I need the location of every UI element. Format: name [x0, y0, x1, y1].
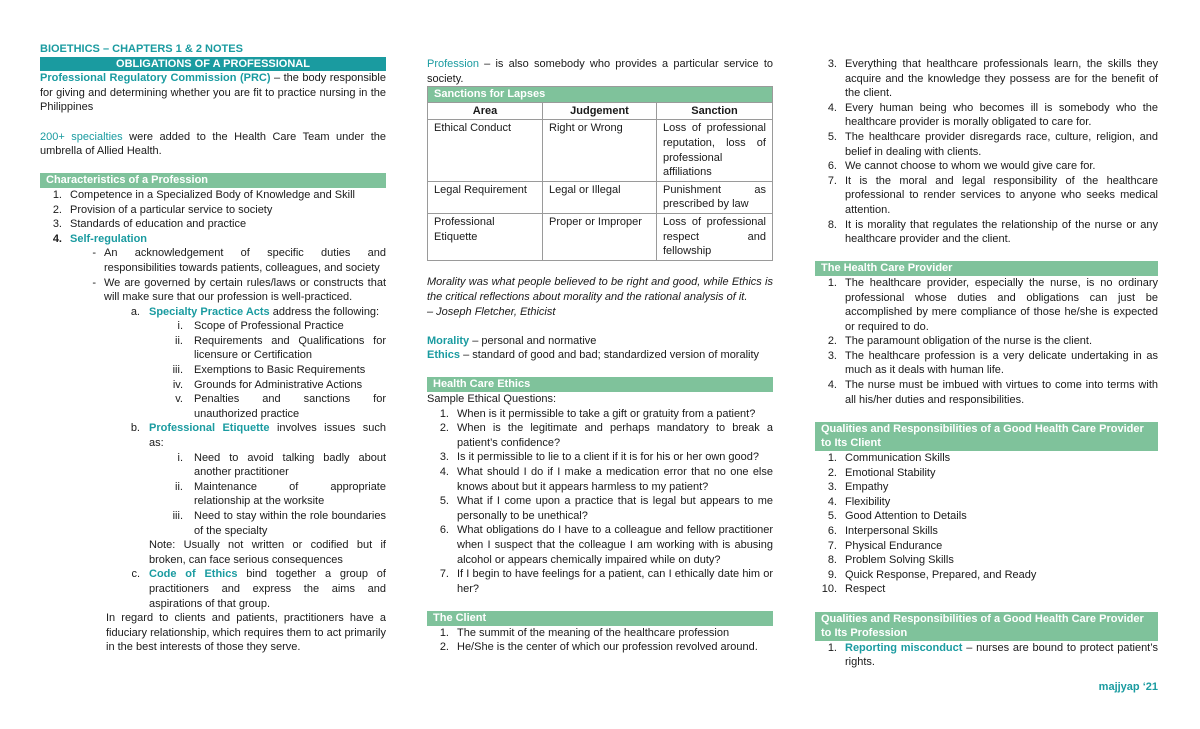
list-item: 3. Empathy [827, 481, 889, 494]
list-item: 1. Competence in a Specialized Body of Knowledge and Skill [52, 188, 355, 201]
list-item: 3. The healthcare profession is a very delicate undertaking in as much as it deals with human life. [827, 349, 1158, 377]
list-item: 1. The summit of the meaning of the healthcare profession [439, 626, 730, 639]
list-item: iv. Grounds for Administrative Actions [172, 378, 363, 391]
list-item: 3. Standards of education and practice [52, 218, 247, 231]
list-item: 4. Every human being who becomes ill is somebody who the healthcare provider is morally obligated to care for. [827, 101, 1158, 129]
profession-definition: Profession – is also somebody who provides a particular service to society. [427, 58, 773, 85]
list-item: 2. He/She is the center of which our profession revolved around. [439, 641, 758, 654]
table-cell: Legal Requirement [428, 181, 543, 213]
list-item: 4. What should I do if I make a medication error that no one else knows about but it appears harmless to my patient? [439, 466, 773, 493]
list-item: iii. Exemptions to Basic Requirements [172, 364, 366, 377]
list-item: 6. Interpersonal Skills [827, 525, 938, 537]
specialties-text: were added to the Health Care Team under the umbrella of Allied Health. [40, 130, 386, 158]
pe-note: Note: Usually not written or codified but if broken, can face serious consequences [149, 539, 386, 566]
list-item: 8. Problem Solving Skills [827, 554, 954, 567]
list-item: v. Penalties and sanctions for unauthorized practice [175, 393, 386, 420]
list-item: i. Need to avoid talking badly about another practitioner [177, 451, 386, 479]
column-3 [815, 57, 1158, 695]
list-item: 2. The paramount obligation of the nurse is the client. [827, 335, 1093, 348]
list-item: 6. What obligations do I have to a colleague and fellow practitioner when I suspect that the colleague I am working with is abusing alcohol or appears chemically impaired while on duty? [439, 524, 773, 566]
column-header: Sanction [657, 102, 773, 120]
column-header: Judgement [543, 102, 657, 120]
table-row [428, 213, 773, 260]
qualities-client-heading: Qualities and Responsibilities of a Good Health Care Provider to Its Client [815, 422, 1158, 451]
table-cell: Ethical Conduct [428, 120, 543, 181]
list-item: 8. It is morality that regulates the relationship of the nurse or any healthcare provider and the client. [827, 218, 1158, 246]
dash-item: - An acknowledgement of specific duties and responsibilities towards patients, colleagues, and society [92, 247, 386, 274]
document-title: BIOETHICS – CHAPTERS 1 & 2 NOTES [40, 43, 243, 55]
list-item: ii. Requirements and Qualifications for licensure or Certification [175, 334, 386, 362]
qualities-profession-heading: Qualities and Responsibilities of a Good Health Care Provider to Its Profession [815, 612, 1158, 641]
prc-term: Professional Regulatory Commission (PRC) [40, 72, 271, 85]
table-row [428, 120, 773, 181]
table-header-row [428, 102, 773, 120]
health-care-provider-heading: The Health Care Provider [815, 261, 1158, 276]
list-item: 5. Good Attention to Details [827, 510, 967, 523]
list-item: 9. Quick Response, Prepared, and Ready [827, 568, 1037, 581]
section-banner: OBLIGATIONS OF A PROFESSIONAL [40, 57, 386, 72]
prc-paragraph [40, 71, 386, 115]
table-cell: Loss of professional reputation, loss of professional affiliations [657, 120, 773, 181]
sanctions-table [427, 102, 773, 261]
spa-item: a. Specialty Practice Acts address the following: [130, 305, 380, 318]
table-cell: Proper or Improper [543, 213, 657, 260]
closing-paragraph: In regard to clients and patients, practitioners have a fiduciary relationship, which requires them to act primarily in the best interests of those they serve. [106, 612, 386, 654]
list-item: 2. Emotional Stability [827, 466, 936, 479]
list-item: 4. Self-regulation [52, 232, 148, 245]
table-cell: Loss of professional respect and fellowship [657, 213, 773, 260]
list-item: 1. Reporting misconduct – nurses are bound to protect patient’s rights. [827, 641, 1158, 669]
the-client-heading: The Client [427, 611, 773, 626]
list-item: iii. Need to stay within the role boundaries of the specialty [172, 510, 386, 537]
list-item: 7. It is the moral and legal responsibility of the healthcare professional to render services to anyone who seeks medical attention. [827, 174, 1158, 216]
list-item: 1. The healthcare provider, especially the nurse, is no ordinary professional whose duties and obligations can just be accomplished by mere compliance of those he/she is expected or required to do. [827, 276, 1158, 333]
list-item: 2. When is the legitimate and perhaps mandatory to break a patient’s confidence? [439, 422, 773, 449]
table-cell: Punishment as prescribed by law [657, 181, 773, 213]
prc-text: – the body responsible for giving and determining whether you are fit to practice nursing in the Philippines [40, 72, 386, 114]
quote-author: – Joseph Fletcher, Ethicist [427, 305, 556, 318]
list-item: ii. Maintenance of appropriate relationship at the worksite [175, 480, 386, 508]
list-item: 7. Physical Endurance [827, 539, 943, 552]
specialties-paragraph [40, 130, 386, 159]
pe-item: b. Professional Etiquette involves issues such as: [130, 422, 387, 450]
list-item: 6. We cannot choose to whom we would give care for. [827, 160, 1096, 173]
list-item: 3. Everything that healthcare professionals learn, the skills they acquire and the knowledge they possess are for the benefit of the client. [827, 58, 1158, 100]
characteristics-heading: Characteristics of a Profession [40, 173, 386, 188]
column-2 [427, 57, 773, 655]
dash-item: - We are governed by certain rules/laws or constructs that will make sure that our profession is well-practiced. [92, 276, 386, 304]
sample-questions-intro: Sample Ethical Questions: [427, 393, 557, 406]
list-item: 2. Provision of a particular service to society [52, 203, 273, 216]
table-cell: Legal or Illegal [543, 181, 657, 213]
coe-item: c. Code of Ethics bind together a group of practitioners and express the aims and aspirations of that group. [131, 568, 386, 610]
list-item: 3. Is it permissible to lie to a client if it is for his or her own good? [439, 451, 760, 464]
specialties-term: 200+ specialties [40, 130, 123, 143]
list-item: 1. When is it permissible to take a gift or gratuity from a patient? [439, 407, 756, 420]
health-care-ethics-heading: Health Care Ethics [427, 377, 773, 392]
list-item: 5. What if I come upon a practice that is legal but appears to me personally to be unethical? [439, 495, 773, 522]
column-1 [40, 42, 386, 655]
ethics-definition: Ethics – standard of good and bad; standardized version of morality [427, 349, 760, 362]
list-item: 4. The nurse must be imbued with virtues to come into terms with all his/her duties and responsibilities. [827, 379, 1158, 406]
table-cell: Professional Etiquette [428, 213, 543, 260]
list-item: 4. Flexibility [827, 495, 891, 508]
list-item: i. Scope of Professional Practice [177, 320, 344, 333]
table-row [428, 181, 773, 213]
morality-definition: Morality – personal and normative [427, 334, 597, 347]
table-cell: Right or Wrong [543, 120, 657, 181]
quote-text: Morality was what people believed to be right and good, while Ethics is the critical reflections about morality and the rational analysis of it. [427, 276, 773, 303]
list-item: 10. Respect [821, 583, 886, 596]
sanctions-heading: Sanctions for Lapses [427, 86, 773, 102]
list-item: 7. If I begin to have feelings for a patient, can I ethically date him or her? [439, 568, 773, 595]
author-signature: majjyap ‘21 [1098, 680, 1158, 693]
list-item: 1. Communication Skills [827, 452, 951, 465]
column-header: Area [428, 102, 543, 120]
list-item: 5. The healthcare provider disregards race, culture, religion, and belief in dealing with clients. [827, 130, 1158, 158]
